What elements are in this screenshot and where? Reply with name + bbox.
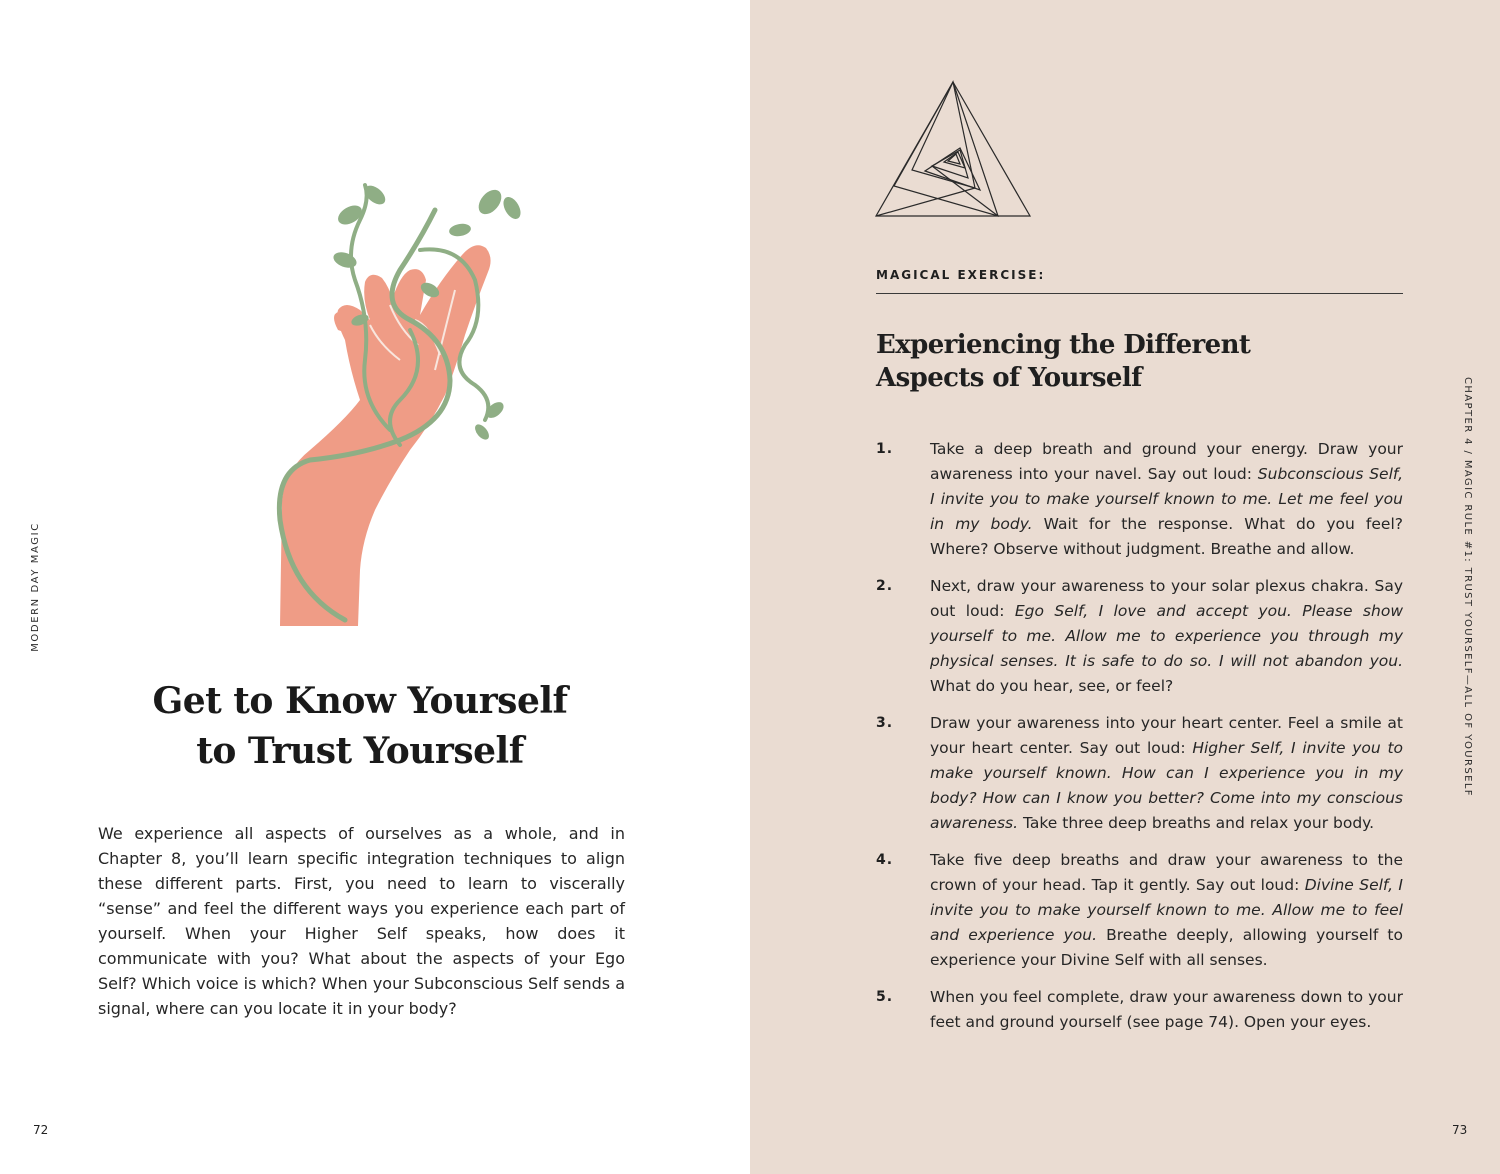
step-text: Take a deep breath and ground your energy. Draw your awareness into your navel. Say out loud: Subconscious Self, I invite you to make yourself known to me. Let me feel you in my body. Wait for the response. What do you feel? Where? Observe without judgment. Breathe and allow. — [930, 440, 1403, 558]
step-number: 4. — [876, 852, 894, 868]
body-paragraph: We experience all aspects of ourselves as a whole, and in Chapter 8, you’ll learn specific integration techniques to align these different parts. First, you need to learn to viscerally “sense” and feel the different ways you experience each part of yourself. When your Higher Self speaks, how does it communicate with you? What about the aspects of your Ego Self? Which voice is which? When your Subconscious Self sends a signal, where can you locate it in your body? — [98, 824, 625, 1018]
exercise-label: MAGICAL EXERCISE: — [876, 268, 1046, 282]
step-text: Next, draw your awareness to your solar plexus chakra. Say out loud: Ego Self, I love and accept you. Please show yourself to me. Allow me to experience you through my physical senses. It is safe to do so. I will not abandon you. What do you hear, see, or feel? — [930, 577, 1403, 695]
spiral-triangle-icon — [870, 78, 1036, 222]
step-number: 2. — [876, 578, 894, 594]
step-number: 5. — [876, 989, 894, 1005]
step-number: 1. — [876, 441, 894, 457]
step-text: Take five deep breaths and draw your awareness to the crown of your head. Tap it gently. Say out loud: Divine Self, I invite you to make yourself known to me. Allow me to feel and experience you. Breathe deeply, allowing yourself to experience your Divine Self with all senses. — [930, 851, 1403, 969]
step-item — [876, 574, 1403, 699]
page-number-left: 72 — [33, 1123, 49, 1137]
exercise-steps — [876, 437, 1403, 1047]
main-heading-line2: to Trust Yourself — [196, 730, 524, 772]
step-item — [876, 437, 1403, 562]
step-item — [876, 985, 1403, 1035]
step-text: When you feel complete, draw your awareness down to your feet and ground yourself (see page 74). Open your eyes. — [930, 988, 1403, 1031]
exercise-title-line2: Aspects of Yourself — [876, 363, 1142, 393]
running-head-right: CHAPTER 4 / MAGIC RULE #1: TRUST YOURSELF—ALL OF YOURSELF — [1462, 377, 1473, 797]
step-number: 3. — [876, 715, 894, 731]
main-heading-line1: Get to Know Yourself — [152, 680, 568, 722]
step-text: Draw your awareness into your heart center. Feel a smile at your heart center. Say out loud: Higher Self, I invite you to make yourself known. How can I experience you in my body? How can I know you better? Come into my conscious awareness. Take three deep breaths and relax your body. — [930, 714, 1404, 832]
hand-with-vines-illustration — [250, 170, 550, 640]
step-item — [876, 711, 1403, 836]
running-head-left: MODERN DAY MAGIC — [30, 522, 41, 652]
main-heading — [110, 676, 610, 776]
page-number-right: 73 — [1452, 1123, 1468, 1137]
exercise-title-line1: Experiencing the Different — [876, 330, 1251, 360]
exercise-title — [876, 329, 1396, 395]
step-item — [876, 848, 1403, 973]
exercise-divider — [876, 293, 1403, 294]
hand-shape — [280, 245, 491, 626]
